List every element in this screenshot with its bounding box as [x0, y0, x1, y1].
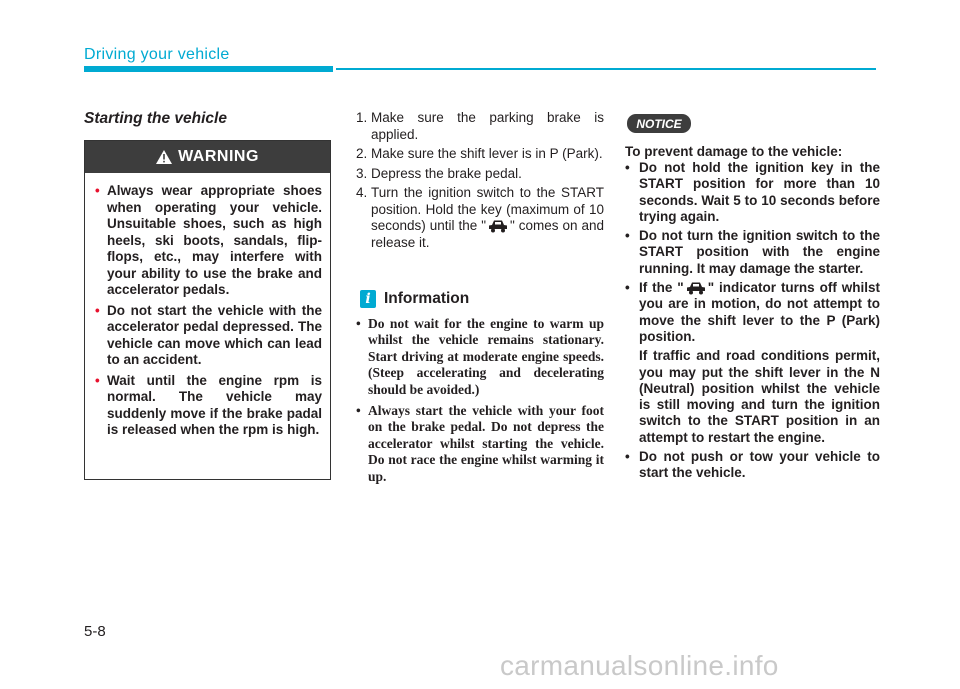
warning-item: • Always wear appropriate shoes when operating your vehicle. Unsuitable shoes, such as high heels, ski boots, sandals, flip-flops, etc., may interfere with your ability to use the brake and accelerator pedals.: [98, 183, 322, 299]
information-title: Information: [384, 290, 470, 307]
information-heading: [360, 290, 469, 308]
step-item: [356, 146, 604, 163]
warning-label: WARNING: [178, 148, 259, 165]
step-item: [356, 110, 604, 143]
notice-intro: To prevent damage to the vehicle:: [625, 144, 843, 159]
step-text-after: " comes on and release it.: [371, 218, 604, 250]
notice-item: [625, 280, 880, 446]
header-accent-bar: [84, 66, 333, 72]
watermark: carmanualsonline.info: [500, 650, 779, 681]
information-icon: i: [360, 290, 376, 308]
section-title: Starting the vehicle: [84, 110, 227, 127]
information-item: • Always start the vehicle with your foot on the brake pedal. Do not depress the accelerator whilst starting the vehicle. Do not race the engine whilst warming it up.: [356, 403, 604, 485]
warning-box: [84, 140, 331, 480]
step-number: 3.: [356, 165, 368, 181]
step-text-before: Turn the ignition switch to the START position. Hold the key (maximum of 10 seconds) until the ": [371, 185, 604, 233]
notice-item: • Do not hold the ignition key in the START position for more than 10 seconds. Wait 5 to 10 seconds before trying again.: [625, 160, 880, 225]
notice-text-before: If the ": [639, 280, 684, 296]
step-number: 2.: [356, 146, 368, 161]
warning-header: [85, 141, 330, 173]
notice-text-after: " indicator turns off whilst you are in motion, do not attempt to move the shift lever to the P (Park) position.: [639, 280, 880, 344]
header-title: Driving your vehicle: [84, 46, 230, 63]
step-number: 4.: [356, 185, 368, 200]
step-text: Depress the brake pedal.: [371, 165, 522, 181]
car-indicator-icon: [488, 219, 508, 233]
notice-list: [625, 160, 880, 485]
warning-list: [85, 173, 330, 439]
step-text: Make sure the parking brake is applied.: [371, 110, 604, 142]
steps-list: [356, 110, 604, 254]
header-rule: [336, 68, 876, 70]
page-number: 5-8: [84, 623, 106, 640]
car-indicator-icon: [686, 281, 706, 295]
warning-triangle-icon: [156, 150, 172, 164]
information-item: • Do not wait for the engine to warm up whilst the vehicle remains stationary. Start driving at moderate engine speeds. (Steep accelerating and decelerating should be avoided.): [356, 316, 604, 398]
warning-item: • Wait until the engine rpm is normal. The vehicle may suddenly move if the brake padal is released when the rpm is high.: [98, 373, 322, 439]
notice-item: • Do not push or tow your vehicle to start the vehicle.: [625, 449, 880, 482]
information-list: [356, 316, 604, 490]
notice-item: • Do not turn the ignition switch to the START position with the engine running. It may damage the starter.: [625, 228, 880, 277]
step-text: Make sure the shift lever is in P (Park).: [371, 146, 603, 161]
step-item: [356, 185, 604, 251]
step-number: 1.: [356, 110, 368, 125]
notice-subparagraph: If traffic and road conditions permit, you may put the shift lever in the N (Neutral) position whilst the vehicle is still moving and turn the ignition switch to the START position in an attempt to restart the engine.: [639, 348, 880, 445]
warning-item: • Do not start the vehicle with the accelerator pedal depressed. The vehicle can move which can lead to an accident.: [98, 303, 322, 369]
notice-badge: NOTICE: [627, 114, 691, 133]
step-item: [356, 166, 604, 183]
